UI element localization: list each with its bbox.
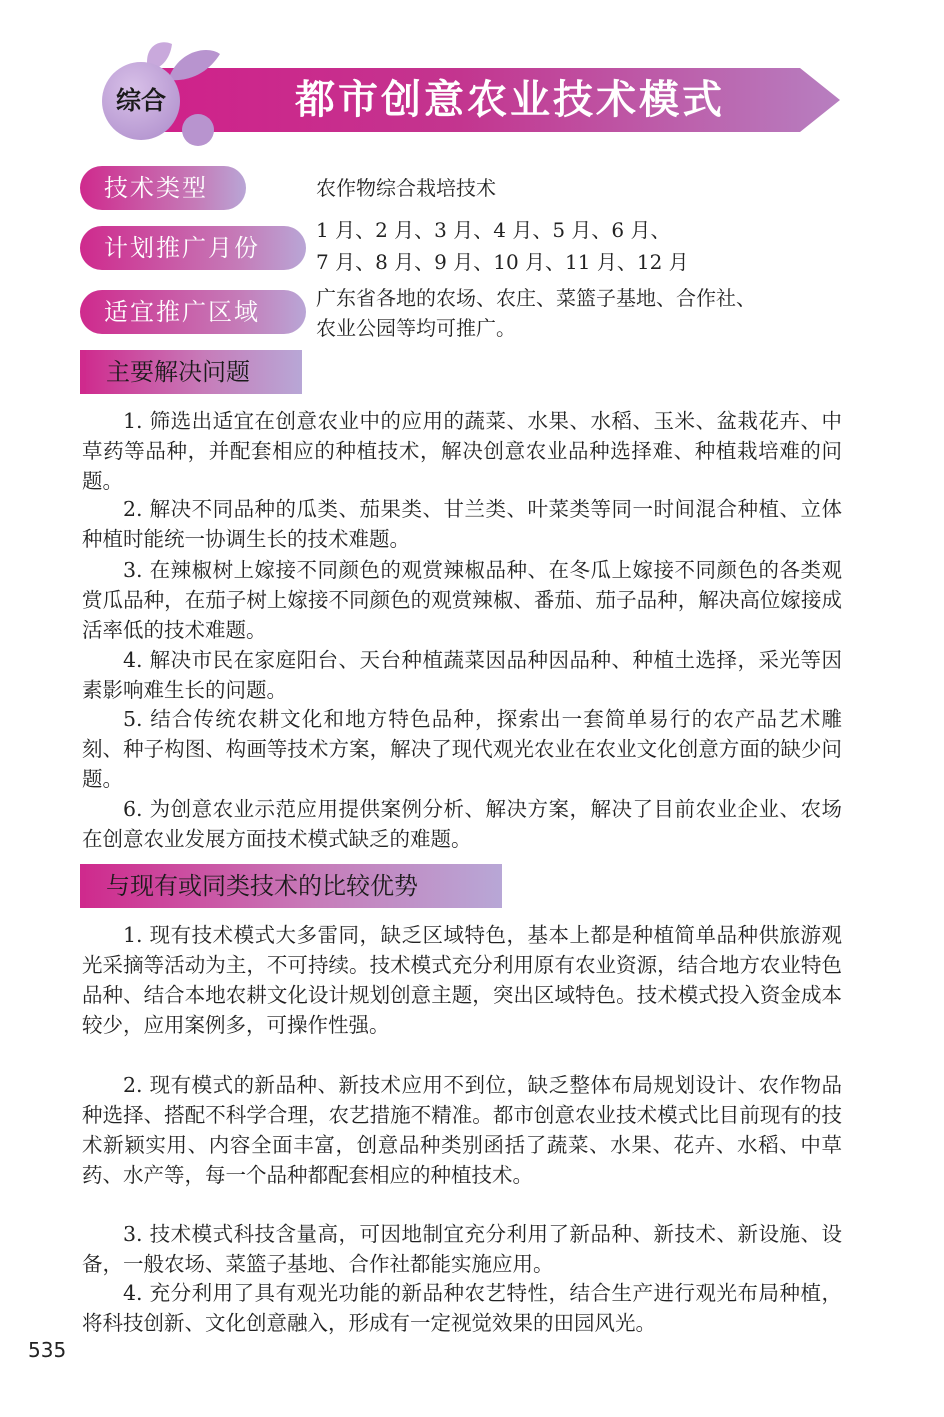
page-number: 535 xyxy=(28,1338,67,1362)
paragraph: 5. 结合传统农耕文化和地方特色品种，探索出一套简单易行的农产品艺术雕刻、种子构图、构画等技术方案，解决了现代观光农业在农业文化创意方面的缺少问题。 xyxy=(82,707,842,791)
tech-type-value: 农作物综合栽培技术 xyxy=(316,176,496,200)
paragraph: 6. 为创意农业示范应用提供案例分析、解决方案，解决了目前农业企业、农场在创意农业发展方面技术模式缺乏的难题。 xyxy=(82,797,842,851)
promotion-months-label: 计划推广月份 xyxy=(80,226,306,270)
paragraph: 2. 现有模式的新品种、新技术应用不到位，缺乏整体布局规划设计、农作物品种选择、搭配不科学合理，农艺措施不精准。都市创意农业技术模式比目前现有的技术新颖实用、内容全面丰富，创意品种类别函括了蔬菜、水果、花卉、水稻、中草药、水产等，每一个品种都配套相应的种植技术。 xyxy=(82,1073,842,1187)
paragraph: 3. 技术模式科技含量高，可因地制宜充分利用了新品种、新技术、新设施、设备，一般农场、菜篮子基地、合作社都能实施应用。 xyxy=(82,1222,842,1276)
promotion-region-line1: 广东省各地的农场、农庄、菜篮子基地、合作社、 xyxy=(316,286,756,310)
tech-type-label: 技术类型 xyxy=(80,166,246,210)
paragraph: 4. 解决市民在家庭阳台、天台种植蔬菜因品种因品种、种植土选择，采光等因素影响难生长的问题。 xyxy=(82,648,842,702)
promotion-region-line2: 农业公园等均可推广。 xyxy=(316,316,516,340)
paragraph: 1. 现有技术模式大多雷同，缺乏区域特色，基本上都是种植简单品种供旅游观光采摘等活动为主，不可持续。技术模式充分利用原有农业资源，结合地方农业特色品种、结合本地农耕文化设计规划创意主题，突出区域特色。技术模式投入资金成本较少，应用案例多，可操作性强。 xyxy=(82,923,842,1037)
paragraph: 4. 充分利用了具有观光功能的新品种农艺特性，结合生产进行观光布局种植，将科技创新、文化创意融入，形成有一定视觉效果的田园风光。 xyxy=(82,1281,842,1335)
promotion-months-line1: 1 月、2 月、3 月、4 月、5 月、6 月、 xyxy=(316,218,671,242)
paragraph: 3. 在辣椒树上嫁接不同颜色的观赏辣椒品种、在冬瓜上嫁接不同颜色的各类观赏瓜品种，在茄子树上嫁接不同颜色的观赏辣椒、番茄、茄子品种，解决高位嫁接成活率低的技术难题。 xyxy=(82,558,842,642)
page-title: 都市创意农业技术模式 xyxy=(295,77,725,123)
promotion-region-label: 适宜推广区域 xyxy=(80,290,306,334)
paragraph: 2. 解决不同品种的瓜类、茄果类、甘兰类、叶菜类等同一时间混合种植、立体种植时能统一协调生长的技术难题。 xyxy=(82,497,842,551)
category-badge: 综合 xyxy=(102,62,180,140)
section-main-problems-header: 主要解决问题 xyxy=(82,350,302,394)
promotion-months-line2: 7 月、8 月、9 月、10 月、11 月、12 月 xyxy=(316,250,689,274)
section-advantages-header: 与现有或同类技术的比较优势 xyxy=(82,864,502,908)
paragraph: 1. 筛选出适宜在创意农业中的应用的蔬菜、水果、水稻、玉米、盆栽花卉、中草药等品种，并配套相应的种植技术，解决创意农业品种选择难、种植栽培难的问题。 xyxy=(82,409,842,493)
